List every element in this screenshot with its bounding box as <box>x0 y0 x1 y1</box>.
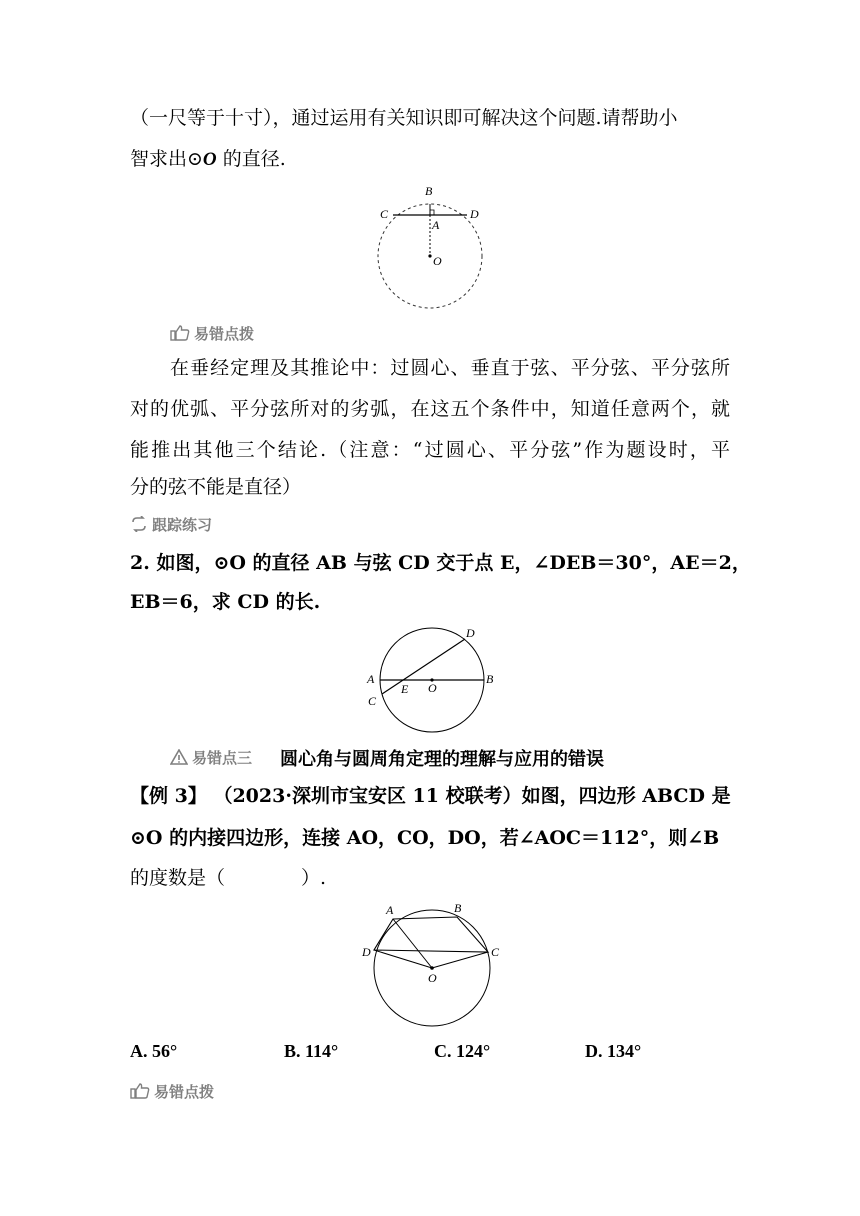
thumbs-up-icon <box>170 325 190 345</box>
fig3-label-c: C <box>491 945 500 959</box>
tip2-tag <box>130 1081 214 1103</box>
fig1-right-angle <box>430 210 434 215</box>
q2-line2: EB＝6，求 CD 的长. <box>130 591 321 613</box>
section3-tag <box>170 747 252 769</box>
practice-tag <box>130 514 212 536</box>
fig3-label-d: D <box>362 945 371 959</box>
fig1-label-a: A <box>432 218 440 232</box>
fig2-chord-cd <box>382 639 465 694</box>
fig3-segment-co <box>432 952 488 968</box>
section3-title: 圆心角与圆周角定理的理解与应用的错误 <box>280 749 604 770</box>
para1-line2-b: 的直径. <box>216 148 286 170</box>
tip1-line2: 对的优弧、平分弦所对的劣弧，在这五个条件中，知道任意两个，就 <box>130 398 730 420</box>
tip1-line4: 分的弦不能是直径） <box>130 476 302 498</box>
fig2-label-a: A <box>367 672 375 686</box>
fig1-label-b: B <box>425 184 433 198</box>
para1-line2-o: O <box>202 149 217 170</box>
fig2-label-c: C <box>368 694 377 708</box>
example3-line1: 【例 3】 （2023·深圳市宝安区 11 校联考）如图，四边形 ABCD 是 <box>130 785 731 807</box>
q2-line1: 2. 如图，⊙O 的直径 AB 与弦 CD 交于点 E，∠DEB＝30°，AE＝2， <box>130 552 751 574</box>
warning-icon <box>170 749 188 769</box>
fig1-label-c: C <box>380 207 389 221</box>
fig2-label-o: O <box>428 681 437 695</box>
tip1-line1: 在垂经定理及其推论中：过圆心、垂直于弦、平分弦、平分弦所 <box>170 357 730 379</box>
fig2-label-d: D <box>466 626 475 640</box>
repeat-icon <box>130 516 148 536</box>
option-c[interactable]: C. 124° <box>434 1041 491 1061</box>
option-d[interactable]: D. 134° <box>585 1041 642 1061</box>
para1-line2 <box>130 147 730 172</box>
fig3-label-b: B <box>454 901 462 915</box>
example3-line3: 的度数是（ ）. <box>130 867 327 889</box>
thumbs-up-icon <box>130 1083 150 1103</box>
tip2-title: 易错点拨 <box>154 1083 215 1101</box>
example3-line2: ⊙O 的内接四边形，连接 AO，CO，DO，若∠AOC＝112°，则∠B <box>130 827 720 849</box>
fig2-label-e: E <box>401 682 409 696</box>
para1-line2-a: 智求出⊙ <box>130 148 203 170</box>
para1-line1: （一尺等于十寸），通过运用有关知识即可解决这个问题.请帮助小 <box>130 107 678 129</box>
option-b[interactable]: B. 114° <box>284 1041 339 1061</box>
figure-3-circle <box>358 900 508 1030</box>
fig3-segment-do <box>374 950 432 968</box>
tip1-line3: 能推出其他三个结论.（注意：“过圆心、平分弦”作为题设时，平 <box>130 439 730 461</box>
section3-tag-label: 易错点三 <box>192 749 253 767</box>
figure-1-circle <box>370 182 490 312</box>
option-a[interactable]: A. 56° <box>130 1041 178 1061</box>
fig3-point-o <box>430 966 434 970</box>
fig3-label-a: A <box>386 903 394 917</box>
figure-2-circle <box>358 622 503 742</box>
tip1-title: 易错点拨 <box>194 325 255 343</box>
fig3-segment-ao <box>393 919 432 968</box>
fig1-label-o: O <box>433 254 442 268</box>
fig1-label-d: D <box>470 207 479 221</box>
practice-title: 跟踪练习 <box>152 516 213 534</box>
fig1-point-o <box>428 254 431 257</box>
fig2-label-b: B <box>486 672 494 686</box>
fig3-quadrilateral-abcd <box>374 917 488 952</box>
tip1-tag <box>170 323 254 345</box>
fig3-label-o: O <box>428 971 437 985</box>
